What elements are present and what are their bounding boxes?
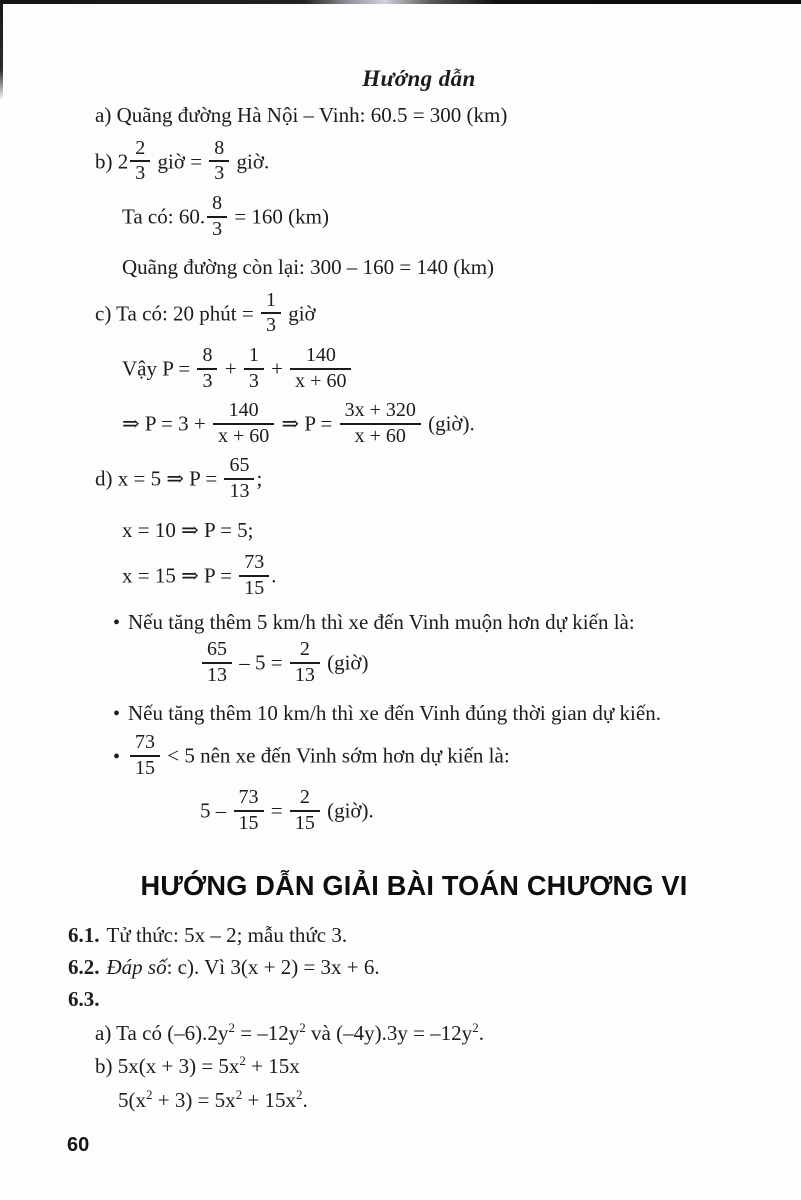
fraction-denominator: 3 [265, 314, 276, 337]
fraction-numerator: 73 [130, 732, 160, 757]
solution-line-c3 [122, 399, 743, 449]
fraction-numerator: 1 [261, 290, 281, 315]
exercise-number: 6.2. [68, 955, 100, 980]
fraction-numerator: 2 [290, 787, 320, 812]
text: giờ = [152, 149, 208, 174]
text: + 3) = 5x [152, 1088, 236, 1113]
fraction-denominator: 15 [135, 756, 156, 779]
superscript: 2 [299, 1019, 306, 1035]
superscript: 2 [296, 1087, 303, 1103]
text: Nếu tăng thêm 10 km/h thì xe đến Vinh đúng thời gian dự kiến. [128, 701, 661, 726]
text: = –12y [234, 1020, 300, 1045]
fraction-numerator: 2 [290, 639, 320, 664]
fraction-numerator: 2 [130, 138, 150, 163]
fraction-denominator: 15 [244, 576, 265, 599]
fraction [202, 639, 232, 686]
fraction-denominator: 3 [212, 217, 223, 240]
text: a) Quãng đường Hà Nội – Vinh: 60.5 = 300 (km) [95, 103, 508, 127]
bullet-1-math [200, 638, 743, 688]
text: = [265, 798, 288, 823]
fraction-denominator: 3 [135, 162, 146, 185]
fraction [244, 345, 264, 392]
fraction [290, 787, 320, 834]
text: Quãng đường còn lại: 300 – 160 = 140 (km) [122, 255, 495, 280]
exercise-number: 6.3. [68, 986, 100, 1011]
fraction [209, 138, 229, 185]
fraction [224, 455, 254, 502]
fraction-denominator: 3 [248, 369, 259, 392]
exercise-6-3-b [95, 1053, 743, 1081]
text: d) x = 5 ⇒ P = [95, 466, 223, 491]
fraction-numerator: 65 [224, 455, 254, 480]
bullet-icon: • [113, 612, 121, 635]
solution-line-d2 [122, 517, 743, 545]
superscript: 2 [146, 1087, 153, 1103]
exercise-6-3-b-line2 [118, 1087, 743, 1115]
text: x = 10 ⇒ P = 5; [122, 517, 254, 542]
solution-line-b [95, 136, 743, 187]
exercise-solutions [68, 922, 743, 1114]
text: – 5 = [234, 650, 288, 675]
scan-edge-left [0, 0, 3, 100]
fraction [290, 639, 320, 686]
fraction-denominator: 15 [238, 811, 259, 834]
solution-line-c [95, 288, 743, 339]
fraction-numerator: 1 [244, 345, 264, 370]
superscript: 2 [235, 1087, 243, 1103]
text: giờ. [231, 149, 270, 174]
text: Tử thức: 5x – 2; mẫu thức 3. [106, 923, 348, 948]
fraction-numerator: 3x + 320 [340, 400, 421, 425]
solution-line-d1 [95, 454, 743, 504]
fraction [340, 400, 421, 447]
exercise-6-1 [68, 922, 743, 950]
bullet-3-math [200, 786, 743, 836]
text: Ta có: 60. [122, 204, 206, 229]
section-heading: HƯỚNG DẪN GIẢI BÀI TOÁN CHƯƠNG VI [140, 870, 688, 902]
text: + 15x [242, 1088, 297, 1113]
fraction-numerator: 73 [239, 552, 269, 577]
bullet-icon: • [113, 703, 121, 726]
text: . [478, 1020, 484, 1045]
text: ⇒ P = 3 + [122, 411, 211, 436]
exercise-6-2 [68, 954, 743, 982]
bullet-item-2 [113, 700, 743, 728]
text: Vậy P = [122, 356, 196, 381]
superscript: 2 [472, 1019, 479, 1035]
text: . [302, 1088, 308, 1113]
fraction-numerator: 73 [234, 787, 264, 812]
fraction [130, 138, 150, 185]
superscript: 2 [228, 1019, 235, 1035]
superscript: 2 [239, 1053, 246, 1069]
fraction-denominator: 13 [294, 663, 315, 686]
fraction-numerator: 140 [213, 400, 274, 425]
fraction [290, 345, 351, 392]
text: (giờ). [321, 798, 374, 823]
text: b) 2 [95, 149, 129, 174]
fraction [239, 552, 269, 599]
bullet-item-1 [113, 609, 743, 637]
page-number: 60 [67, 1134, 90, 1156]
fraction [213, 400, 274, 447]
answer-label: Đáp số [106, 955, 167, 980]
fraction-numerator: 140 [290, 345, 351, 370]
bullet-item-3 [113, 731, 743, 781]
text: ; [256, 466, 263, 491]
text: ⇒ P = [276, 411, 338, 436]
text: giờ [282, 301, 316, 326]
text: x = 15 ⇒ P = [122, 563, 238, 588]
fraction-denominator: 13 [207, 663, 227, 686]
fraction-denominator: 3 [214, 162, 225, 185]
fraction-denominator: x + 60 [295, 369, 347, 392]
solution-line-b2 [122, 191, 743, 242]
fraction-denominator: x + 60 [354, 424, 406, 447]
scan-edge-top [0, 0, 801, 4]
fraction-numerator: 8 [209, 138, 229, 163]
exercise-number: 6.1. [68, 923, 100, 948]
fraction [197, 345, 217, 392]
solution-line-a [95, 102, 743, 130]
fraction [207, 193, 227, 240]
text: Nếu tăng thêm 5 km/h thì xe đến Vinh muộn hơn dự kiến là: [128, 610, 635, 635]
text: . [271, 563, 277, 588]
exercise-6-3 [68, 986, 743, 1014]
fraction-denominator: 3 [202, 369, 213, 392]
text: + [265, 356, 289, 381]
solution-line-b3 [122, 254, 743, 282]
fraction-numerator: 8 [197, 345, 217, 370]
fraction [130, 732, 160, 779]
fraction-numerator: 8 [207, 193, 227, 218]
text: c) Ta có: 20 phút = [95, 301, 259, 326]
text: và (–4y).3y = –12y [305, 1020, 473, 1045]
text: a) Ta có (–6).2y [95, 1020, 229, 1045]
fraction-denominator: 13 [229, 479, 250, 502]
solution-title: Hướng dẫn [362, 66, 476, 91]
fraction-numerator: 65 [202, 639, 232, 664]
text: + 15x [245, 1054, 300, 1079]
text: = 160 (km) [229, 204, 330, 229]
text: : c). Vì 3(x + 2) = 3x + 6. [166, 955, 380, 980]
fraction-denominator: 15 [294, 811, 315, 834]
bullet-icon: • [113, 745, 121, 768]
exercise-6-3-a [95, 1020, 743, 1048]
text: (giờ) [321, 650, 369, 675]
text: < 5 nên xe đến Vinh sớm hơn dự kiến là: [162, 743, 510, 768]
text: 5(x [118, 1088, 146, 1113]
fraction-denominator: x + 60 [217, 424, 270, 447]
text: + [219, 356, 242, 381]
text: 5 – [200, 798, 232, 823]
fraction [261, 290, 281, 337]
text: (giờ). [422, 411, 475, 436]
solution-line-c2 [122, 344, 743, 394]
solution-line-d3 [122, 551, 743, 601]
text: b) 5x(x + 3) = 5x [95, 1054, 240, 1079]
fraction [234, 787, 264, 834]
